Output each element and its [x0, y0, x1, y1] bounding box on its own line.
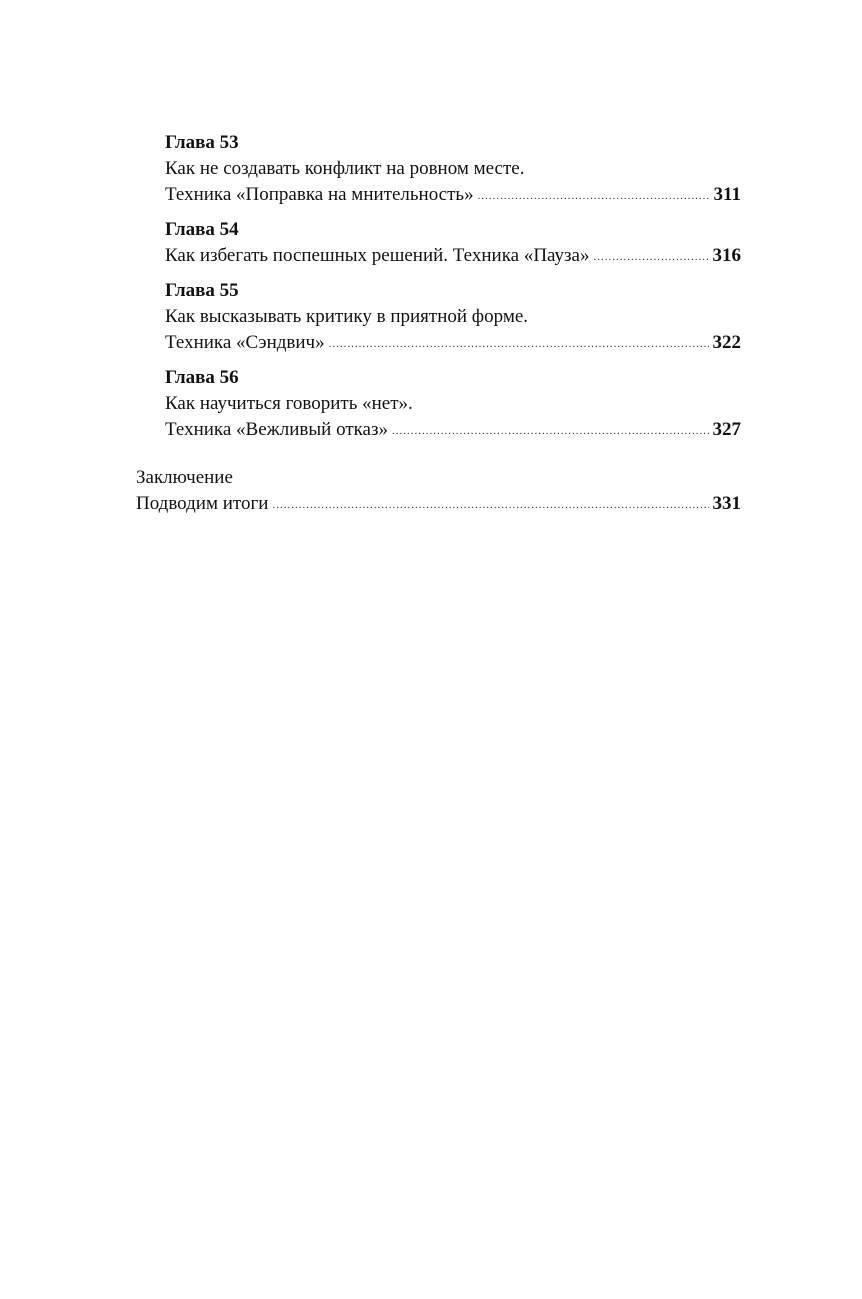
chapter-subtitle-line: Как научиться говорить «нет». — [165, 393, 413, 414]
toc-conclusion — [136, 465, 741, 517]
toc-chapter-53 — [165, 130, 741, 208]
dot-leader — [392, 418, 709, 444]
toc-entry — [136, 491, 741, 517]
chapter-title: Глава 55 — [165, 280, 239, 301]
toc-chapter-54 — [165, 217, 741, 269]
page-number: 311 — [713, 184, 741, 205]
toc-entry — [165, 243, 741, 269]
toc-entry-text: Техника «Вежливый отказ» — [165, 419, 388, 440]
chapter-subtitle-line: Как не создавать конфликт на ровном месте. — [165, 158, 525, 179]
dot-leader — [329, 331, 709, 357]
chapter-subtitle-line: Как высказывать критику в приятной форме. — [165, 306, 529, 327]
toc-entry-text: Подводим итоги — [136, 493, 269, 514]
chapter-title: Глава 54 — [165, 219, 239, 240]
toc-chapter-56 — [165, 365, 741, 443]
dot-leader — [478, 183, 710, 209]
dot-leader — [272, 492, 708, 518]
toc-entry — [165, 330, 741, 356]
page-number: 327 — [712, 419, 741, 440]
conclusion-title: Заключение — [136, 467, 233, 488]
chapter-title: Глава 53 — [165, 132, 239, 153]
table-of-contents — [136, 130, 741, 517]
toc-entry — [165, 182, 741, 208]
chapter-title: Глава 56 — [165, 367, 239, 388]
toc-chapter-55 — [165, 278, 741, 356]
toc-entry-text: Как избегать поспешных решений. Техника «Пауза» — [165, 245, 590, 266]
dot-leader — [593, 244, 708, 270]
page-number: 316 — [712, 245, 741, 266]
toc-entry-text: Техника «Поправка на мнительность» — [165, 184, 474, 205]
page-number: 322 — [712, 332, 741, 353]
toc-entry — [165, 417, 741, 443]
page-number: 331 — [712, 493, 741, 514]
toc-entry-text: Техника «Сэндвич» — [165, 332, 325, 353]
